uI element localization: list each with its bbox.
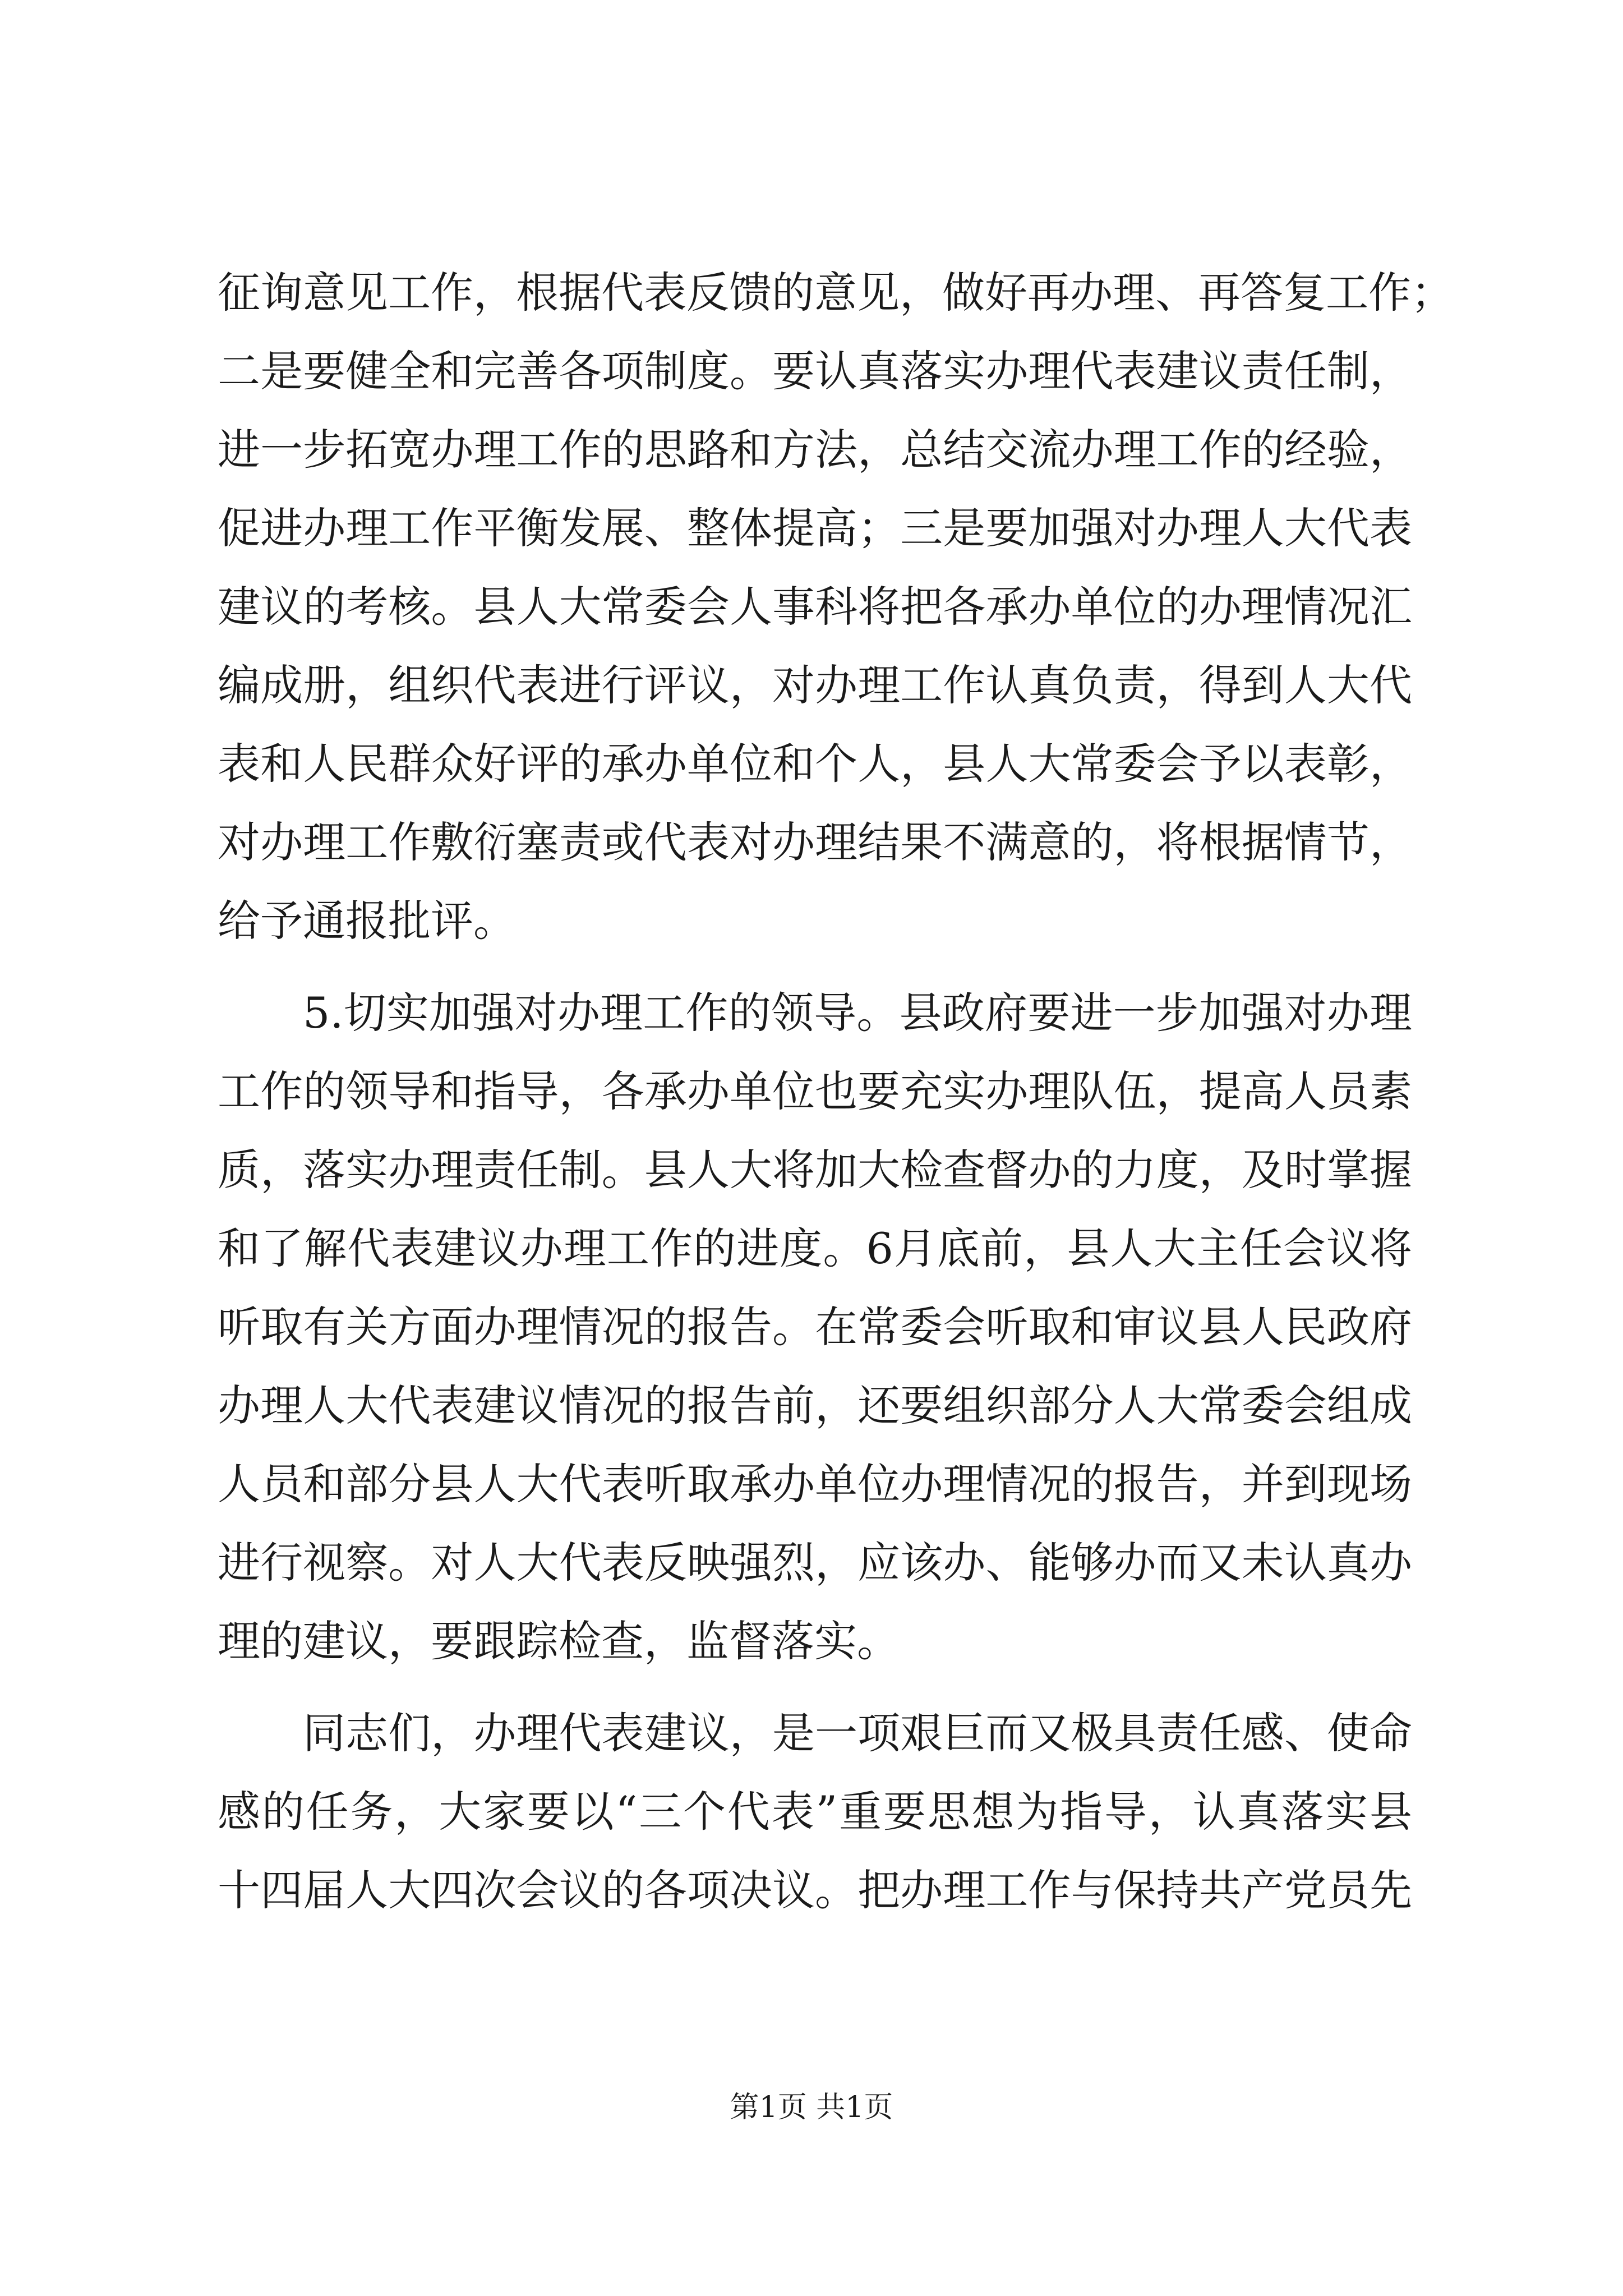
text-line: 二是要健全和完善各项制度。要认真落实办理代表建议责任制， (218, 346, 1412, 396)
text-line: 促进办理工作平衡发展、整体提高；三是要加强对办理人大代表 (218, 503, 1412, 553)
text-line: 编成册，组织代表进行评议，对办理工作认真负责，得到人大代 (218, 660, 1412, 710)
text-line: 质，落实办理责任制。县人大将加大检查督办的力度，及时掌握 (218, 1145, 1412, 1195)
paragraph-1 (218, 254, 1454, 960)
text-line: 同志们，办理代表建议，是一项艰巨而又极具责任感、使命 (303, 1708, 1412, 1758)
text-line: 理的建议，要跟踪检查，监督落实。 (218, 1616, 900, 1666)
text-line: 人员和部分县人大代表听取承办单位办理情况的报告，并到现场 (218, 1459, 1412, 1509)
text-line: 办理人大代表建议情况的报告前，还要组织部分人大常委会组成 (218, 1381, 1412, 1430)
text-line: 感的任务，大家要以“三个代表”重要思想为指导，认真落实县 (218, 1787, 1412, 1837)
page-number-label: 第1页 共1页 (730, 2091, 893, 2124)
text-line: 和了解代表建议办理工作的进度。6月底前，县人大主任会议将 (218, 1223, 1412, 1273)
text-line: 听取有关方面办理情况的报告。在常委会听取和审议县人民政府 (218, 1302, 1412, 1352)
document-body (218, 254, 1454, 1930)
text-line: 十四届人大四次会议的各项决议。把办理工作与保持共产党员先 (218, 1865, 1412, 1915)
paragraph-spacing (218, 1681, 1412, 1694)
paragraph-spacing (218, 960, 1412, 974)
text-line: 进行视察。对人大代表反映强烈，应该办、能够办而又未认真办 (218, 1538, 1412, 1588)
text-line: 5.切实加强对办理工作的领导。县政府要进一步加强对办理 (303, 988, 1412, 1038)
text-line: 征询意见工作，根据代表反馈的意见，做好再办理、再答复工作； (218, 268, 1454, 318)
text-line: 工作的领导和指导，各承办单位也要充实办理队伍，提高人员素 (218, 1066, 1412, 1116)
text-line: 进一步拓宽办理工作的思路和方法，总结交流办理工作的经验， (218, 425, 1412, 475)
text-line: 给予通报批评。 (218, 896, 516, 946)
text-line: 对办理工作敷衍塞责或代表对办理结果不满意的，将根据情节， (218, 817, 1412, 867)
text-line: 表和人民群众好评的承办单位和个人，县人大常委会予以表彰， (218, 739, 1412, 789)
paragraph-2 (218, 974, 1412, 1681)
text-line: 建议的考核。县人大常委会人事科将把各承办单位的办理情况汇 (218, 582, 1412, 632)
paragraph-3 (218, 1694, 1412, 1930)
page-footer (0, 2088, 1623, 2127)
